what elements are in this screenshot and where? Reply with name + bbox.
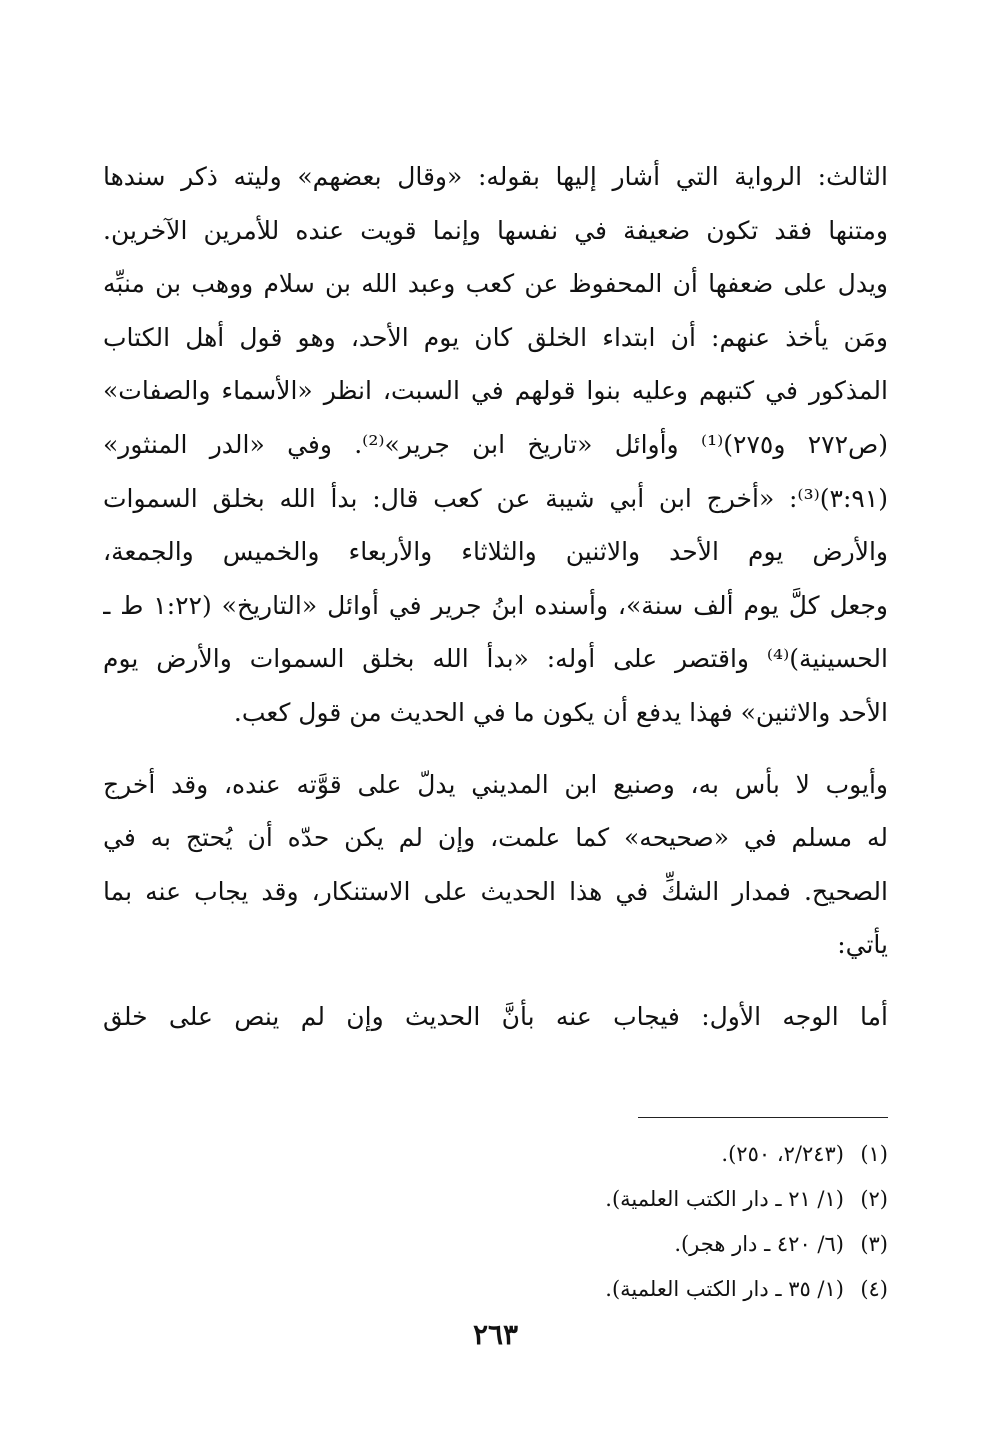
paragraph-1 [103,150,888,740]
text-line: أما الوجه الأول: فيجاب عنه بأنَّ الحديث وإن لم ينص على خلق [103,1001,888,1031]
footnote-text: (١/ ٢١ ـ دار الكتب العلمية). [605,1187,844,1211]
footnote [288,1222,888,1267]
footnote [288,1267,888,1312]
footnote-divider [638,1117,888,1118]
text-line: وأيوب لا بأس به، وصنيع ابن المديني يدلّ على قوَّته عنده، وقد أخرج [103,769,888,799]
footnote-number: (٢) [860,1187,888,1211]
text-line: الحسينية)⁽⁴⁾ واقتصر على أوله: «بدأ الله بخلق السموات والأرض يوم [103,644,888,674]
footnote-text: (٦/ ٤٢٠ ـ دار هجر). [674,1232,844,1256]
text-line: له مسلم في «صحيحه» كما علمت، وإن لم يكن حدّه أن يُحتج به في [103,823,888,853]
text-line: الصحيح. فمدار الشكِّ في هذا الحديث على الاستنكار، وقد يجاب عنه بما [103,876,888,906]
text-line: ويدل على ضعفها أن المحفوظ عن كعب وعبد الله بن سلام ووهب بن منبِّه [103,269,888,299]
footnote [288,1132,888,1177]
text-line: ومَن يأخذ عنهم: أن ابتداء الخلق كان يوم الأحد، وهو قول أهل الكتاب [103,322,888,352]
text-line: وجعل كلَّ يوم ألف سنة»، وأسنده ابنُ جرير في أوائل «التاريخ» (١:٢٢ ط ـ [103,590,888,620]
page-number: ٢٦٣ [472,1318,519,1351]
paragraph-2 [103,758,888,972]
text-line: ومتنها فقد تكون ضعيفة في نفسها وإنما قويت عنده للأمرين الآخرين. [103,215,888,245]
text-line: يأتي: [837,930,888,960]
footnotes [288,1132,888,1312]
footnote [288,1177,888,1222]
footnote-number: (٣) [860,1232,888,1256]
text-line: المذكور في كتبهم وعليه بنوا قولهم في السبت، انظر «الأسماء والصفات» [103,376,888,406]
text-line: والأرض يوم الأحد والاثنين والثلاثاء والأربعاء والخميس والجمعة، [103,537,888,567]
paragraph-3 [103,990,888,1044]
paragraph-gap [103,972,888,990]
main-text [103,150,888,1044]
footnote-text: (٢/٢٤٣، ٢٥٠). [721,1142,844,1166]
footnote-number: (٤) [860,1277,888,1301]
footnote-text: (١/ ٣٥ ـ دار الكتب العلمية). [605,1277,844,1301]
footnote-number: (١) [860,1142,888,1166]
paragraph-gap [103,740,888,758]
text-line: (٣:٩١)⁽³⁾: «أخرج ابن أبي شيبة عن كعب قال: بدأ الله بخلق السموات [103,483,888,513]
text-line: (ص٢٧٢ و٢٧٥)⁽¹⁾ وأوائل «تاريخ ابن جرير»⁽²⁾. وفي «الدر المنثور» [103,429,888,459]
text-line: الأحد والاثنين» فهذا يدفع أن يكون ما في الحديث من قول كعب. [233,697,888,727]
text-line: الثالث: الرواية التي أشار إليها بقوله: «وقال بعضهم» وليته ذكر سندها [103,162,888,191]
